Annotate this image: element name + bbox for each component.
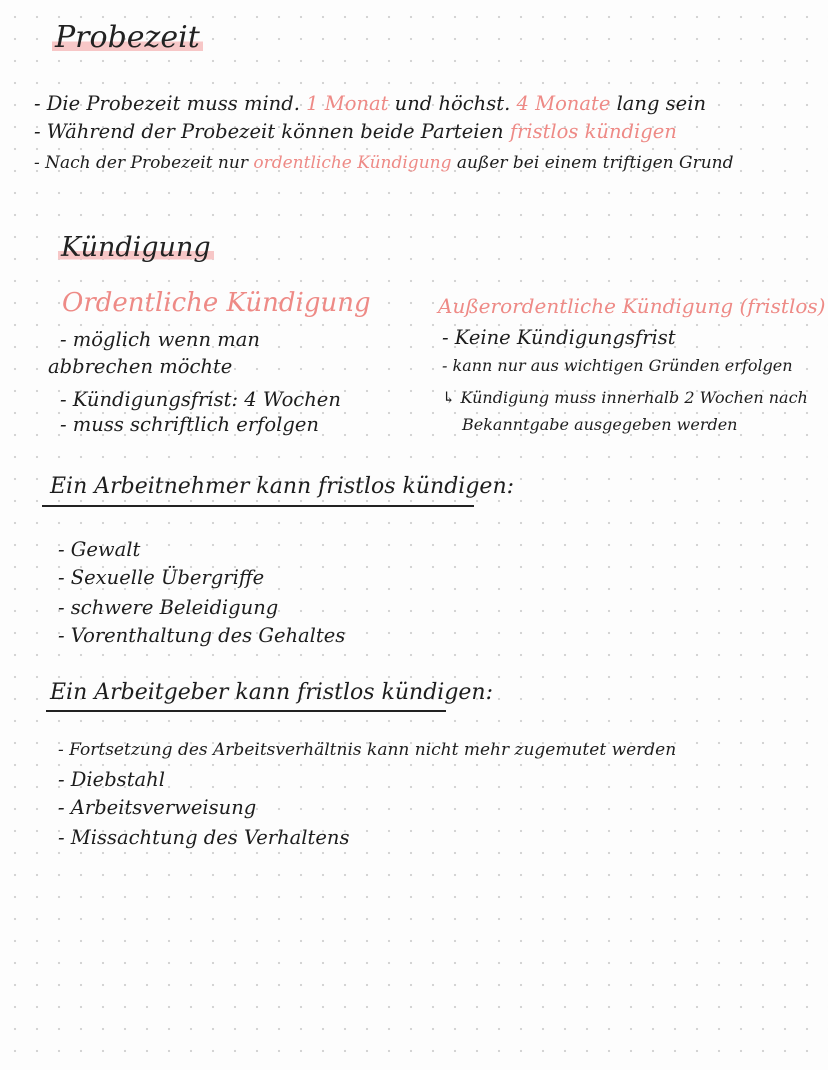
list-item: - Gewalt xyxy=(58,538,141,561)
list-item: - Vorenthaltung des Gehaltes xyxy=(58,624,346,647)
list-item: - Fortsetzung des Arbeitsverhältnis kann nicht mehr zugemutet werden xyxy=(58,740,677,760)
list-item: - Diebstahl xyxy=(58,768,165,791)
kuendigung-title: Kündigung xyxy=(58,232,214,263)
ordentliche-item: - muss schriftlich erfolgen xyxy=(60,413,319,436)
ausserordentliche-heading: Außerordentliche Kündigung (fristlos) xyxy=(438,294,826,318)
ordentliche-item: - möglich wenn man xyxy=(60,328,260,351)
list-item: - Arbeitsverweisung xyxy=(58,796,257,819)
ausserordentliche-item: ↳ Kündigung muss innerhalb 2 Wochen nach xyxy=(442,388,808,407)
list-item: - Sexuelle Übergriffe xyxy=(58,566,265,589)
arbeitnehmer-heading: Ein Arbeitnehmer kann fristlos kündigen: xyxy=(50,474,515,499)
probezeit-line-3: - Nach der Probezeit nur ordentliche Kündigung außer bei einem triftigen Grund xyxy=(34,153,734,173)
ausserordentliche-item: Bekanntgabe ausgegeben werden xyxy=(462,415,738,434)
probezeit-line-2: - Während der Probezeit können beide Parteien fristlos kündigen xyxy=(34,120,677,143)
arbeitnehmer-underline xyxy=(42,505,474,507)
probezeit-title: Probezeit xyxy=(52,20,203,55)
ordentliche-item: - Kündigungsfrist: 4 Wochen xyxy=(60,388,341,411)
arbeitgeber-heading: Ein Arbeitgeber kann fristlos kündigen: xyxy=(50,680,493,705)
ausserordentliche-item: - Keine Kündigungsfrist xyxy=(442,326,676,349)
list-item: - schwere Beleidigung xyxy=(58,596,279,619)
list-item: - Missachtung des Verhaltens xyxy=(58,826,350,849)
probezeit-line-1: - Die Probezeit muss mind. 1 Monat und höchst. 4 Monate lang sein xyxy=(34,92,707,115)
arbeitgeber-underline xyxy=(46,710,446,712)
ausserordentliche-item: - kann nur aus wichtigen Gründen erfolgen xyxy=(442,356,793,375)
ordentliche-item: abbrechen möchte xyxy=(48,355,233,378)
ordentliche-heading: Ordentliche Kündigung xyxy=(62,288,371,318)
